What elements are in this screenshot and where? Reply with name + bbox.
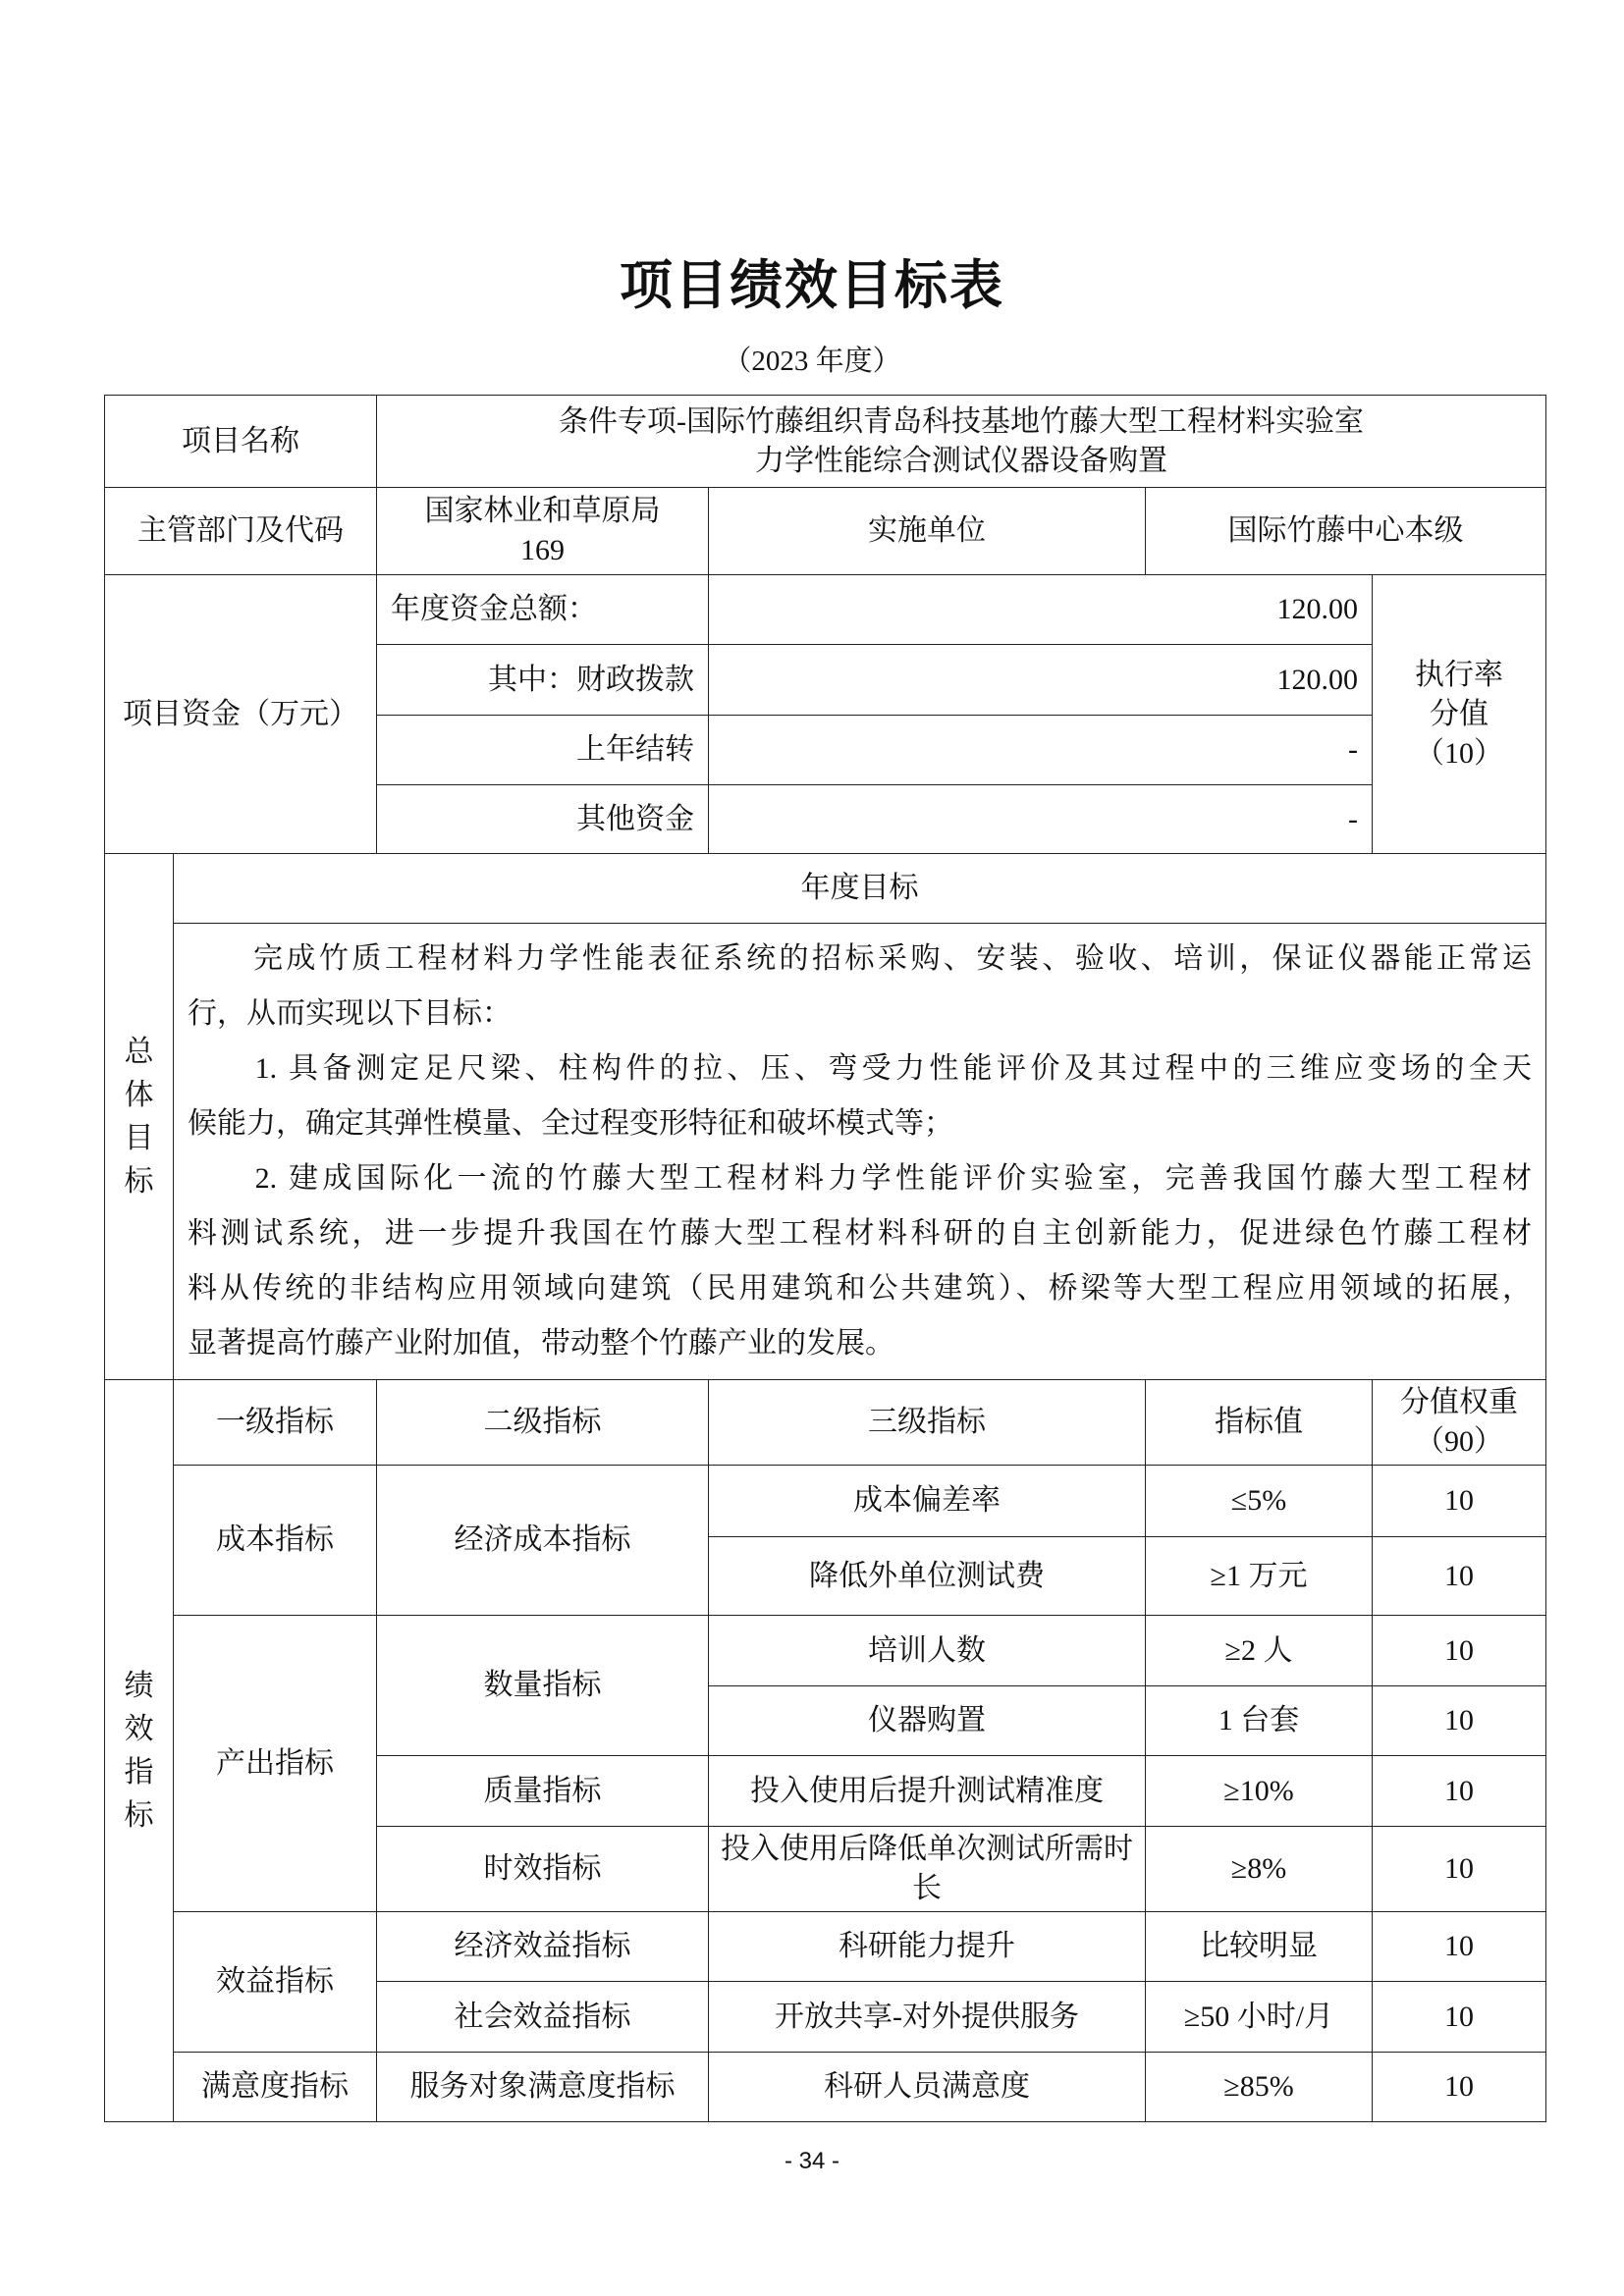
indicator-value: ≥50 小时/月: [1146, 1982, 1373, 2053]
header-level2: 二级指标: [377, 1380, 709, 1466]
indicator-weight: 10: [1373, 1982, 1546, 2053]
goal-line: 料从传统的非结构应用领域向建筑（民用建筑和公共建筑）、桥梁等大型工程应用领域的拓展，: [188, 1272, 1532, 1305]
overall-goal-label: [105, 854, 174, 1380]
funding-row-value: 120.00: [709, 645, 1373, 716]
department-value: [377, 488, 709, 575]
indicator-weight: 10: [1373, 1912, 1546, 1982]
indicator-value: ≥10%: [1146, 1756, 1373, 1827]
goal-line: 行，从而实现以下目标：: [188, 997, 512, 1030]
level2-economic-cost: 经济成本指标: [377, 1466, 709, 1616]
project-name-row: [105, 396, 1546, 488]
indicator-weight: 10: [1373, 1616, 1546, 1686]
indicator-value: ≥1 万元: [1146, 1537, 1373, 1616]
level3: 培训人数: [709, 1616, 1146, 1686]
funding-row-value: 120.00: [709, 575, 1373, 645]
score-line: 分值: [1430, 697, 1489, 730]
department-row: [105, 488, 1546, 575]
project-name-line1: 条件专项-国际竹藤组织青岛科技基地竹藤大型工程材料实验室: [559, 404, 1364, 438]
department-label: 主管部门及代码: [105, 488, 377, 575]
level3: 开放共享-对外提供服务: [709, 1982, 1146, 2053]
level1-cost: 成本指标: [174, 1466, 377, 1616]
funding-row-label: 上年结转: [377, 716, 709, 785]
goal-line: 2. 建成国际化一流的竹藤大型工程材料力学性能评价实验室，完善我国竹藤大型工程材: [188, 1162, 1532, 1195]
indicator-weight: 10: [1373, 1756, 1546, 1827]
goal-line: 完成竹质工程材料力学性能表征系统的招标采购、安装、验收、培训，保证仪器能正常运: [188, 942, 1532, 975]
header-weight-label: 分值权重: [1400, 1386, 1518, 1418]
page-title: 项目绩效目标表: [620, 256, 1004, 315]
level1-benefit: 效益指标: [174, 1912, 377, 2053]
indicator-header-row: [105, 1380, 1546, 1466]
performance-indicator-text: 绩效指标: [124, 1669, 154, 1832]
indicator-value: ≤5%: [1146, 1466, 1373, 1537]
funding-row-label: 其中：财政拨款: [377, 645, 709, 716]
indicator-row: [105, 1466, 1546, 1537]
goal-line: 候能力，确定其弹性模量、全过程变形特征和破坏模式等；: [188, 1107, 953, 1140]
overall-goal-text: 总体目标: [124, 1035, 154, 1198]
level3: 成本偏差率: [709, 1466, 1146, 1537]
level2-timeliness: 时效指标: [377, 1827, 709, 1912]
score-line: 执行率: [1415, 658, 1503, 691]
indicator-row: [105, 1912, 1546, 1982]
level1-output: 产出指标: [174, 1616, 377, 1912]
level2-service-satisfaction: 服务对象满意度指标: [377, 2053, 709, 2122]
score-line: （10）: [1415, 736, 1503, 770]
department-name: 国家林业和草原局: [424, 495, 661, 527]
indicator-value: ≥2 人: [1146, 1616, 1373, 1686]
annual-goal-text: [174, 924, 1546, 1380]
level3: 投入使用后降低单次测试所需时长: [709, 1827, 1146, 1912]
level2-economic-benefit: 经济效益指标: [377, 1912, 709, 1982]
performance-indicator-label: [105, 1380, 174, 2122]
funding-row-value: -: [709, 785, 1373, 854]
header-level1: 一级指标: [174, 1380, 377, 1466]
level1-satisfaction: 满意度指标: [174, 2053, 377, 2122]
funding-row-label: 其他资金: [377, 785, 709, 854]
indicator-value: 1 台套: [1146, 1686, 1373, 1756]
funding-row-value: -: [709, 716, 1373, 785]
annual-goal-row: [105, 924, 1546, 1380]
performance-target-table: [104, 395, 1546, 2122]
department-code: 169: [520, 534, 565, 566]
level3: 降低外单位测试费: [709, 1537, 1146, 1616]
goal-line: 料测试系统，进一步提升我国在竹藤大型工程材料科研的自主创新能力，促进绿色竹藤工程材: [188, 1217, 1532, 1250]
funding-label: 项目资金（万元）: [105, 575, 377, 854]
indicator-value: ≥85%: [1146, 2053, 1373, 2122]
year-subtitle: （2023 年度）: [723, 346, 901, 377]
header-weight: [1373, 1380, 1546, 1466]
funding-row-label: 年度资金总额：: [377, 575, 709, 645]
page-number: - 34 -: [784, 2148, 839, 2174]
annual-goal-header: 年度目标: [174, 854, 1546, 924]
header-weight-total: （90）: [1415, 1425, 1503, 1458]
header-level3: 三级指标: [709, 1380, 1146, 1466]
level3: 科研人员满意度: [709, 2053, 1146, 2122]
project-name-line2: 力学性能综合测试仪器设备购置: [755, 444, 1167, 477]
annual-goal-header-row: [105, 854, 1546, 924]
level2-quantity: 数量指标: [377, 1616, 709, 1756]
goal-line: 显著提高竹藤产业附加值，带动整个竹藤产业的发展。: [188, 1327, 894, 1360]
project-name-value: [377, 396, 1546, 488]
indicator-row: [105, 2053, 1546, 2122]
indicator-weight: 10: [1373, 1466, 1546, 1537]
implementing-unit-value: 国际竹藤中心本级: [1146, 488, 1546, 575]
header-value: 指标值: [1146, 1380, 1373, 1466]
level3: 仪器购置: [709, 1686, 1146, 1756]
indicator-row: [105, 1616, 1546, 1686]
indicator-weight: 10: [1373, 1537, 1546, 1616]
implementing-unit-label: 实施单位: [709, 488, 1146, 575]
execution-rate-score: [1373, 575, 1546, 854]
funding-row: [105, 575, 1546, 645]
indicator-weight: 10: [1373, 1686, 1546, 1756]
indicator-value: ≥8%: [1146, 1827, 1373, 1912]
level3: 投入使用后提升测试精准度: [709, 1756, 1146, 1827]
indicator-value: 比较明显: [1146, 1912, 1373, 1982]
indicator-weight: 10: [1373, 1827, 1546, 1912]
level2-quality: 质量指标: [377, 1756, 709, 1827]
indicator-weight: 10: [1373, 2053, 1546, 2122]
level2-social-benefit: 社会效益指标: [377, 1982, 709, 2053]
project-name-label: 项目名称: [105, 396, 377, 488]
level3: 科研能力提升: [709, 1912, 1146, 1982]
goal-line: 1. 具备测定足尺梁、柱构件的拉、压、弯受力性能评价及其过程中的三维应变场的全天: [188, 1052, 1532, 1085]
